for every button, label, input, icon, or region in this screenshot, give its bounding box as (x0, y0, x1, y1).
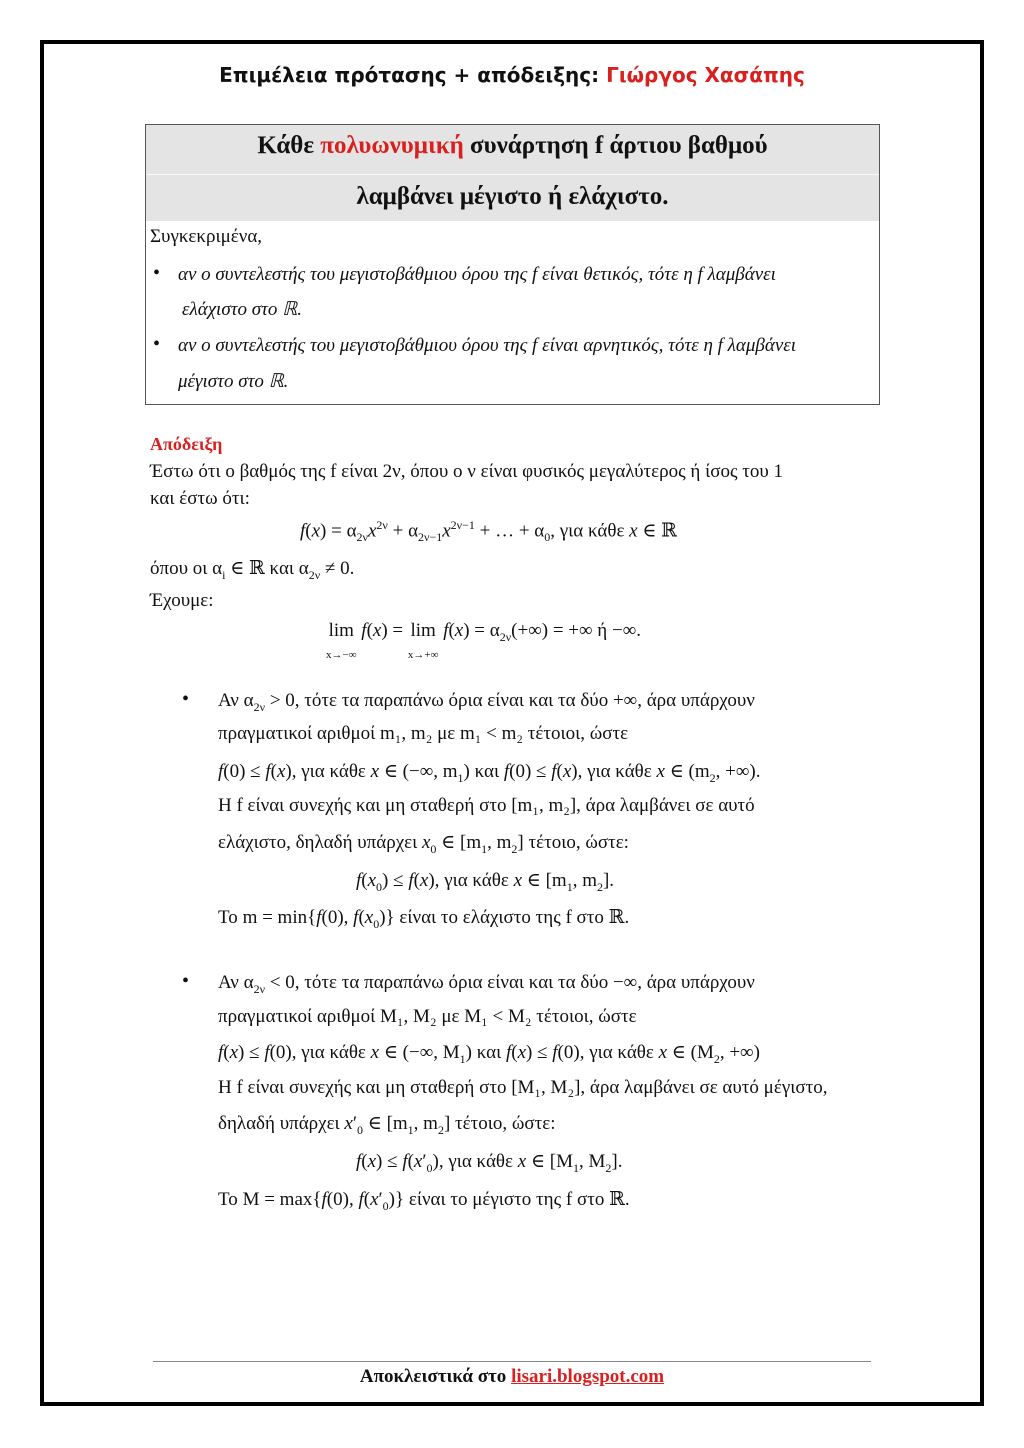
where-b: και (269, 558, 295, 579)
coefficients-note: όπου οι $\alpha_i$ ∈ ℝ και $\alpha_{2\nu} \ne 0$. (150, 558, 355, 582)
bullet-icon: • (153, 333, 161, 355)
case2-such: τέτοιο, ώστε: (455, 1113, 556, 1134)
theorem-bullet2: αν ο συντελεστής του μεγιστοβάθμιου όρου της f είναι αρνητικός, τότε η f λαμβάνει (178, 335, 797, 356)
case1-line2: πραγματικοί αριθμοί m₁, m₂ με m₁ < m₂ τέτοιοι, ώστε (218, 723, 629, 744)
theorem-line1-end: συνάρτηση f άρτιου βαθμού (470, 132, 768, 159)
case2-line1: Αν $\alpha_{2\nu} < 0$, τότε τα παραπάνω όρια είναι και τα δύο −∞, άρα υπάρχουν (218, 972, 755, 996)
theorem-statement (146, 125, 879, 221)
bullet-icon: • (182, 970, 190, 992)
case1-the: Το (218, 907, 238, 928)
header-prefix: Επιμέλεια πρότασης + απόδειξης: (219, 63, 600, 87)
case1-such: τέτοιο, ώστε: (528, 832, 629, 853)
case2-limits: , τότε τα παραπάνω όρια είναι και τα δύο −∞, άρα υπάρχουν (294, 972, 755, 993)
case1-line6: $f(x_0) \le f(x)$, για κάθε x ∈ [$m_1$, $m_2$]. (356, 870, 615, 894)
bullet-icon: • (153, 262, 161, 284)
theorem-highlight: πολυωνυμική (320, 132, 464, 159)
theorem-intro: Συγκεκριμένα, (150, 226, 263, 247)
footer-link[interactable]: lisari.blogspot.com (511, 1366, 665, 1387)
footer-divider (153, 1361, 871, 1362)
case1-min: είναι το ελάχιστο της f στο ℝ. (399, 907, 630, 928)
case2-line3: f(x) ≤ f(0), για κάθε x ∈ (−∞, $M_1$) και f(x) ≤ f(0), για κάθε x ∈ ($M_2$, +∞) (218, 1042, 760, 1066)
theorem-bullet1-cont: ελάχιστο στο ℝ. (182, 299, 302, 320)
bullet-icon: • (182, 688, 190, 710)
case1-if: Αν (218, 690, 239, 711)
case1-limits: , τότε τα παραπάνω όρια είναι και τα δύο +∞, άρα υπάρχουν (294, 690, 755, 711)
case2-line4: Η f είναι συνεχής και μη σταθερή στο [M₁, M₂], άρα λαμβάνει σε αυτό μέγιστο, (218, 1077, 828, 1098)
case2-forall3: για κάθε (448, 1151, 513, 1172)
case1-forall3: για κάθε (444, 870, 509, 891)
proof-paragraph2: και έστω ότι: (150, 488, 250, 509)
case2-and: και (476, 1042, 502, 1063)
case2-line6: $f(x) \le f(x'_0)$, για κάθε x ∈ [$M_1$, $M_2$]. (356, 1151, 623, 1175)
theorem-bullet1: αν ο συντελεστής του μεγιστοβάθμιου όρου της f είναι θετικός, τότε η f λαμβάνει (178, 264, 776, 285)
polynomial-equation: $f(x) = \alpha_{2\nu}x^{2\nu} + \alpha_{2\nu-1}x^{2\nu-1}$ + … + $\alpha_0$, για κάθε x ∈ ℝ (300, 518, 677, 545)
eq-word: για κάθε (559, 520, 625, 542)
case1-line5: ελάχιστο, δηλαδή υπάρχει $x_0$ ∈ [$m_1$, $m_2$] τέτοιο, ώστε: (218, 832, 629, 856)
case2-line7: Το M = max{f(0), $f(x'_0)$} είναι το μέγιστο της f στο ℝ. (218, 1189, 630, 1213)
case2-forall1: για κάθε (301, 1042, 366, 1063)
case2-if: Αν (218, 972, 239, 993)
case1-and: και (474, 761, 500, 782)
case1-exists: ελάχιστο, δηλαδή υπάρχει (218, 832, 418, 853)
proof-title: Απόδειξη (150, 434, 223, 454)
limit-equation: lim x→−∞ f(x) = lim x→+∞ $f(x) = \alpha_{2\nu}(+\infty)$ = +∞ ή −∞. (326, 620, 642, 661)
case1-forall2: για κάθε (587, 761, 652, 782)
we-have: Έχουμε: (150, 590, 214, 611)
page-header (0, 63, 1024, 87)
case2-the: Το (218, 1189, 238, 1210)
case1-forall1: για κάθε (301, 761, 366, 782)
case1-line4: Η f είναι συνεχής και μη σταθερή στο [m₁, m₂], άρα λαμβάνει σε αυτό (218, 795, 755, 816)
case1-line1: Αν $\alpha_{2\nu} > 0$, τότε τα παραπάνω όρια είναι και τα δύο +∞, άρα υπάρχουν (218, 690, 755, 714)
footer-prefix: Αποκλειστικά στο (359, 1366, 507, 1387)
case1-line7: Το m = min{f(0), $f(x_0)$} είναι το ελάχιστο της f στο ℝ. (218, 907, 630, 931)
case2-line5: δηλαδή υπάρχει $x'_0$ ∈ [$m_1$, $m_2$] τέτοιο, ώστε: (218, 1113, 556, 1137)
case2-line2: πραγματικοί αριθμοί M₁, M₂ με M₁ < M₂ τέτοιοι, ώστε (218, 1006, 637, 1027)
case1-line3: f(0) ≤ f(x), για κάθε x ∈ (−∞, $m_1$) και f(0) ≤ f(x), για κάθε x ∈ ($m_2$, +∞). (218, 761, 761, 785)
case2-max: είναι το μέγιστο της f στο ℝ. (408, 1189, 630, 1210)
theorem-bullet2-cont: μέγιστο στο ℝ. (178, 371, 289, 392)
theorem-line2: λαμβάνει μέγιστο ή ελάχιστο. (356, 183, 669, 210)
where-a: όπου οι (150, 558, 208, 579)
theorem-line1-start: Κάθε (257, 132, 315, 159)
proof-paragraph1: Έστω ότι ο βαθμός της f είναι 2ν, όπου ο ν είναι φυσικός μεγαλύτερος ή ίσος του 1 (150, 461, 784, 482)
header-author: Γιώργος Χασάπης (606, 63, 805, 87)
case2-forall2: για κάθε (589, 1042, 654, 1063)
page-footer (0, 1366, 1024, 1388)
case2-exists: δηλαδή υπάρχει (218, 1113, 340, 1134)
